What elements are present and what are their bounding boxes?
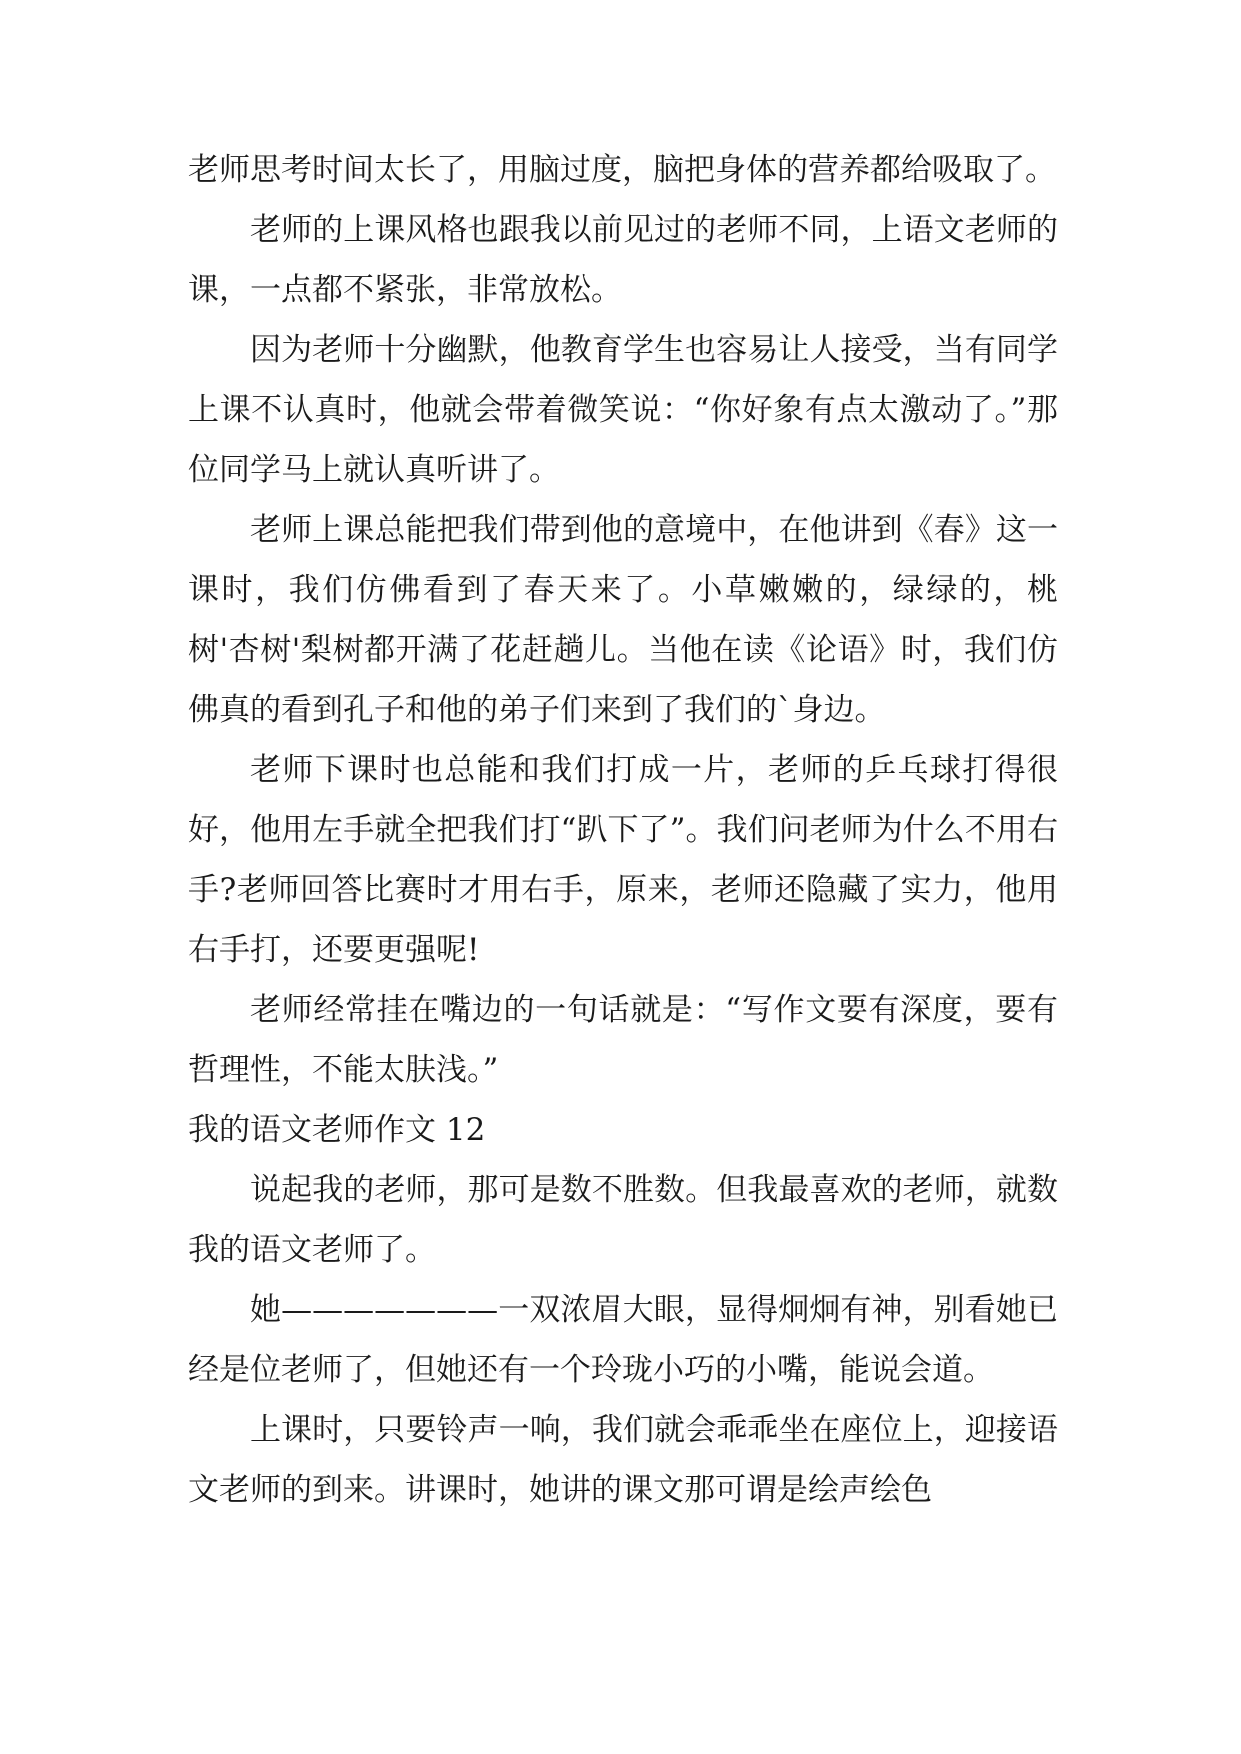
paragraph-spring-lesson: 老师上课总能把我们带到他的意境中，在他讲到《春》这一课时，我们仿佛看到了春天来了。小草嫩嫩的，绿绿的，桃树'杏树'梨树都开满了花赶趟儿。当他在读《论语》时，我们仿佛真的看到孔子和他的弟子们来到了我们的`身边。 bbox=[188, 512, 1058, 728]
paragraph-teaching-style: 老师的上课风格也跟我以前见过的老师不同，上语文老师的课，一点都不紧张，非常放松。 bbox=[188, 212, 1058, 308]
essay-heading: 我的语文老师作文 12 bbox=[188, 1112, 486, 1148]
paragraph-class-time: 上课时，只要铃声一响，我们就会乖乖坐在座位上，迎接语文老师的到来。讲课时，她讲的课文那可谓是绘声绘色 bbox=[188, 1412, 1058, 1508]
paragraph-appearance: 她———————一双浓眉大眼，显得炯炯有神，别看她已经是位老师了，但她还有一个玲珑小巧的小嘴，能说会道。 bbox=[188, 1292, 1058, 1388]
paragraph-intro: 说起我的老师，那可是数不胜数。但我最喜欢的老师，就数我的语文老师了。 bbox=[188, 1172, 1058, 1268]
paragraph-saying: 老师经常挂在嘴边的一句话就是：“写作文要有深度，要有哲理性，不能太肤浅。” bbox=[188, 992, 1058, 1088]
paragraph-humor: 因为老师十分幽默，他教育学生也容易让人接受，当有同学上课不认真时，他就会带着微笑说：“你好象有点太激动了。”那位同学马上就认真听讲了。 bbox=[188, 332, 1058, 488]
document-page bbox=[188, 140, 1058, 1520]
paragraph-ping-pong: 老师下课时也总能和我们打成一片，老师的乒乓球打得很好，他用左手就全把我们打“趴下了”。我们问老师为什么不用右手?老师回答比赛时才用右手，原来，老师还隐藏了实力，他用右手打，还要更强呢! bbox=[188, 752, 1058, 968]
paragraph-continuation: 老师思考时间太长了，用脑过度，脑把身体的营养都给吸取了。 bbox=[188, 152, 1056, 188]
